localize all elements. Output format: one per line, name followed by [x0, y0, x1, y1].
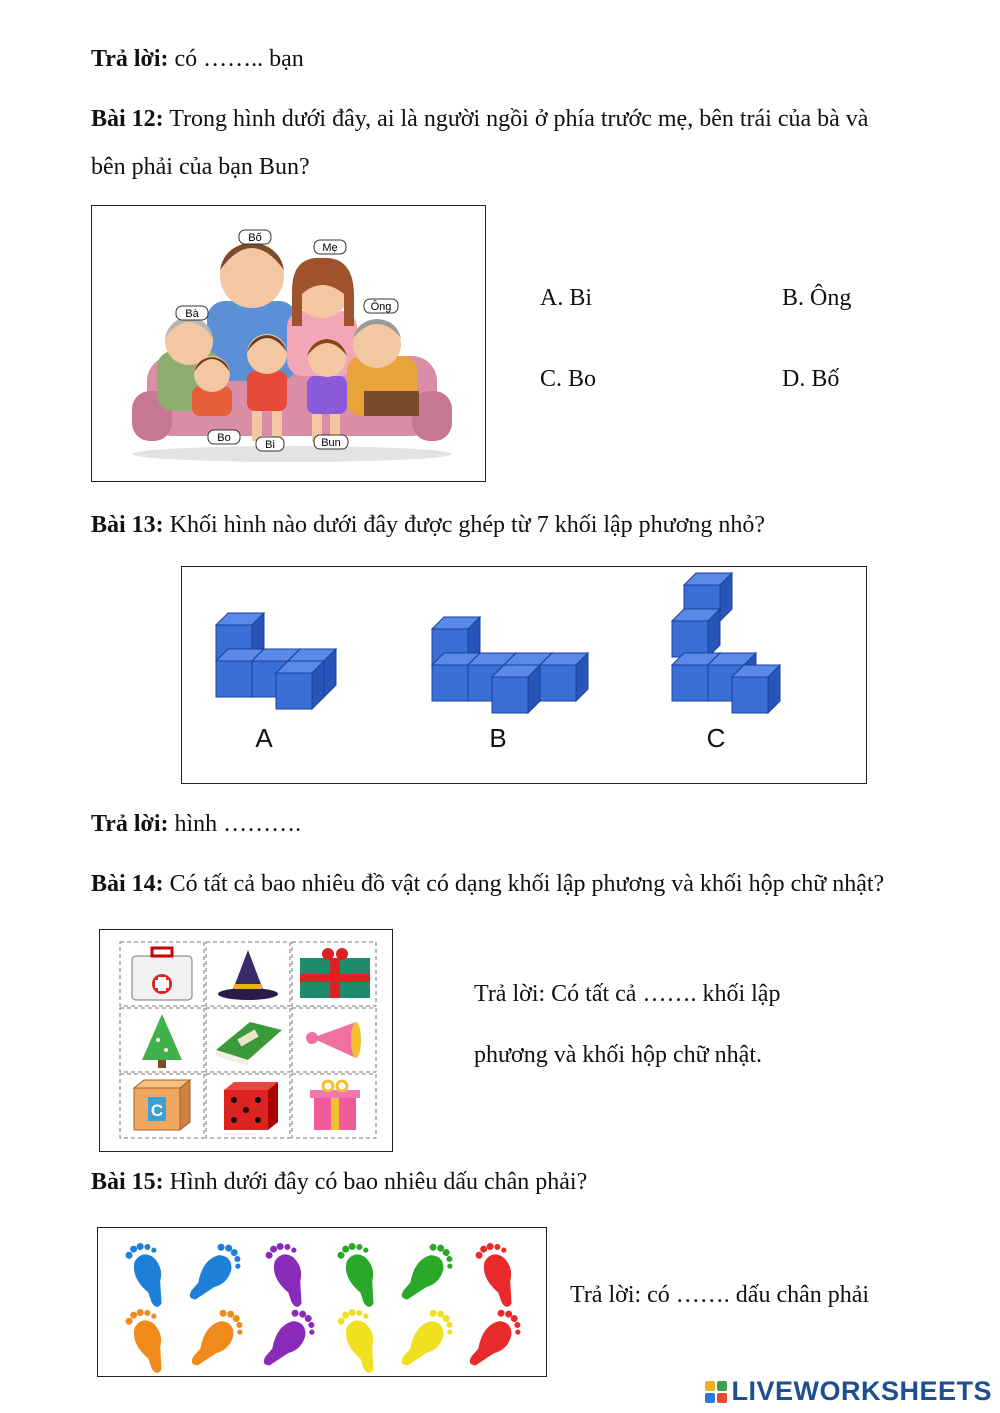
footprint-icon	[399, 1305, 459, 1376]
first-aid-kit-icon	[132, 948, 192, 1000]
footprint-icon	[467, 1305, 527, 1376]
book-icon	[216, 1022, 282, 1066]
ex13-text: Khối hình nào dưới đây được ghép từ 7 khối lập phương nhỏ?	[163, 512, 766, 538]
ex15-answer: Trả lời: có ……. dấu chân phải	[570, 1282, 870, 1308]
ex12-question-line2: bên phải của bạn Bun?	[91, 154, 310, 180]
cube-icon	[672, 621, 708, 657]
ex12-text: Trong hình dưới đây, ai là người ngồi ở phía trước mẹ, bên trái của bà và	[163, 106, 869, 132]
answer-line-1	[91, 46, 304, 73]
tree-icon	[142, 1014, 182, 1068]
ex14-label: Bài 14:	[91, 871, 164, 897]
tag-bo-father	[239, 230, 271, 244]
tag-ba	[176, 306, 208, 320]
objects-grid	[100, 930, 392, 1151]
ex14-answer-line2: phương và khối hộp chữ nhật.	[474, 1042, 762, 1068]
watermark-text: LIVEWORKSHEETS	[731, 1376, 992, 1406]
shape-label-c: C	[706, 723, 726, 753]
block-letter: C	[150, 1101, 164, 1120]
tag-me	[314, 240, 346, 254]
option-c[interactable]: C. Bo	[540, 366, 597, 392]
objects-picture	[99, 929, 393, 1152]
cube-icon	[672, 665, 708, 701]
footprint-icon	[121, 1236, 181, 1309]
ex13-label: Bài 13:	[91, 512, 164, 538]
cube-icon	[432, 665, 468, 701]
footprint-icon	[333, 1236, 393, 1309]
answer-label: Trả lời:	[91, 811, 169, 837]
ex12-label: Bài 12:	[91, 106, 164, 132]
small-gift-icon	[310, 1081, 360, 1130]
svg-text:Bố: Bố	[248, 232, 262, 244]
liveworksheets-watermark[interactable]	[705, 1376, 992, 1407]
option-d[interactable]: D. Bố	[782, 366, 840, 392]
svg-text:Bi: Bi	[265, 439, 275, 451]
cube-icon	[492, 677, 528, 713]
footprint-icon	[333, 1302, 393, 1375]
ex14-question	[91, 871, 884, 898]
svg-text:Mẹ: Mẹ	[322, 242, 338, 254]
footprint-icon	[187, 1239, 247, 1312]
cube-icon	[732, 677, 768, 713]
tag-bun	[314, 435, 348, 449]
svg-text:Ông: Ông	[370, 301, 392, 313]
cube-icon	[276, 673, 312, 709]
answer-text: hình ……….	[168, 811, 302, 837]
footprints-picture	[97, 1227, 547, 1377]
ex14-text: Có tất cả bao nhiêu đồ vật có dạng khối lập phương và khối hộp chữ nhật?	[163, 871, 885, 897]
answer-label: Trả lời:	[91, 46, 169, 72]
footprint-icon	[399, 1239, 459, 1312]
footprint-icon	[121, 1302, 181, 1375]
family-illustration	[92, 206, 485, 481]
ex15-label: Bài 15:	[91, 1169, 164, 1195]
ex15-text: Hình dưới đây có bao nhiêu dấu chân phải?	[163, 1169, 588, 1195]
footprint-icon	[261, 1305, 321, 1376]
cube-shape-b	[432, 617, 588, 713]
svg-text:Bo: Bo	[217, 432, 231, 444]
cube-shapes-picture	[181, 566, 867, 784]
tag-ong	[364, 299, 398, 313]
witch-hat-icon	[218, 950, 278, 1000]
letter-block-icon	[134, 1080, 190, 1130]
tag-bo-child	[208, 430, 240, 444]
option-a[interactable]: A. Bi	[540, 285, 593, 311]
dice-icon	[224, 1082, 278, 1130]
tag-bi	[256, 437, 284, 451]
footprint-icon	[471, 1236, 531, 1309]
ex15-question	[91, 1169, 587, 1196]
answer-text: có …….. bạn	[168, 46, 304, 72]
svg-text:Bun: Bun	[321, 437, 341, 449]
cube-shape-a	[216, 613, 336, 709]
shape-label-b: B	[489, 723, 507, 753]
cube-shape-c	[672, 573, 780, 713]
cube-icon	[540, 665, 576, 701]
megaphone-icon	[306, 1022, 361, 1058]
cube-shapes	[182, 567, 866, 783]
cube-icon	[216, 661, 252, 697]
answer-line-2	[91, 811, 301, 838]
shape-label-a: A	[255, 723, 273, 753]
ex13-question	[91, 512, 765, 539]
gift-box-icon	[300, 948, 370, 998]
ex14-answer-line1: Trả lời: Có tất cả ……. khối lập	[474, 981, 781, 1007]
footprint-icon	[261, 1236, 321, 1309]
ex12-question-line1	[91, 106, 868, 133]
svg-text:Bà: Bà	[185, 308, 199, 320]
footprints	[98, 1228, 546, 1376]
footprint-icon	[189, 1305, 249, 1376]
liveworksheets-logo-icon	[705, 1381, 727, 1403]
option-b[interactable]: B. Ông	[782, 285, 852, 311]
family-picture	[91, 205, 486, 482]
